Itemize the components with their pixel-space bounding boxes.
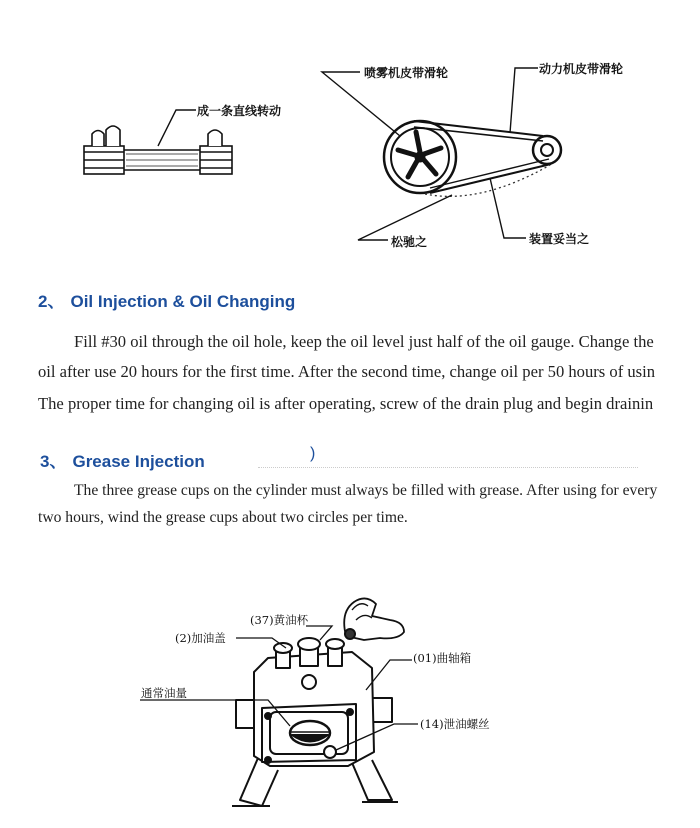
normal-oil-level-label: 通常油量 <box>141 686 187 700</box>
section-number: 2、 <box>38 292 65 311</box>
sprayer-pulley-label: 喷雾机皮带滑轮 <box>364 66 449 80</box>
proper-belt-label: 装置妥当之 <box>529 232 590 246</box>
oil-cap-label: (2)加油盖 <box>175 631 226 645</box>
grease-paragraph-line-1: The three grease cups on the cylinder must always be filled with grease. After using for every <box>74 482 658 499</box>
stray-paren: ) <box>310 445 316 462</box>
section-title: Oil Injection & Oil Changing <box>70 292 296 311</box>
drain-screw-label: (14)泄油螺丝 <box>420 717 490 731</box>
oil-paragraph-line-1: Fill #30 oil through the oil hole, keep the oil level just half of the oil gauge. Change the <box>74 332 654 351</box>
oil-paragraph-line-3: The proper time for changing oil is after operating, screw of the drain plug and begin drainin <box>38 394 654 413</box>
power-pulley-label: 动力机皮带滑轮 <box>539 62 624 76</box>
oil-paragraph-line-2: oil after use 20 hours for the first time. After the second time, change oil per 50 hours of usin <box>38 362 656 381</box>
grease-cup-label: (37)黄油杯 <box>250 613 309 627</box>
section-title: Grease Injection <box>72 452 205 471</box>
grease-paragraph-line-2: two hours, wind the grease cups about two circles per time. <box>38 509 408 526</box>
crankcase-label: (01)曲轴箱 <box>413 651 472 665</box>
straight-alignment-label: 成一条直线转动 <box>197 104 282 118</box>
section-number: 3、 <box>40 452 67 471</box>
loose-belt-label: 松驰之 <box>391 235 428 249</box>
